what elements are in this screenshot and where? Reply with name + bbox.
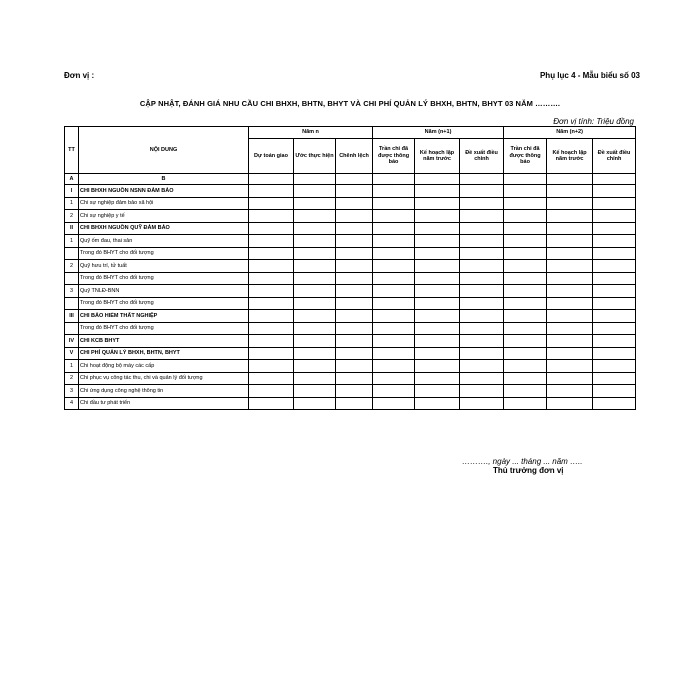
- row-content: CHI KCB BHYT: [79, 335, 249, 348]
- table-row: [65, 310, 636, 323]
- subheader-de-xuat: Đề xuất điều chỉnh: [460, 139, 504, 174]
- value-cell[interactable]: [593, 322, 636, 335]
- row-content: Quỹ hưu trí, tử tuất: [79, 260, 249, 273]
- value-cell[interactable]: [460, 210, 504, 223]
- table-row: [65, 347, 636, 360]
- value-cell[interactable]: [249, 197, 294, 210]
- subheader-tran-chi: Trần chi đã được thông báo: [373, 139, 415, 174]
- value-cell[interactable]: [547, 197, 593, 210]
- subheader-ke-hoach: Kế hoạch lập năm trước: [415, 139, 460, 174]
- value-cell[interactable]: [460, 285, 504, 298]
- value-cell[interactable]: [547, 260, 593, 273]
- value-cell[interactable]: [373, 347, 415, 360]
- value-cell[interactable]: [373, 297, 415, 310]
- value-cell[interactable]: [547, 385, 593, 398]
- value-cell[interactable]: [593, 247, 636, 260]
- value-cell[interactable]: [547, 235, 593, 248]
- value-cell[interactable]: [336, 210, 373, 223]
- row-content: Trong đó BHYT cho đối tượng: [79, 297, 249, 310]
- value-cell[interactable]: [249, 322, 294, 335]
- row-number: 2: [65, 210, 79, 223]
- ab-cell-b: B: [79, 174, 249, 185]
- row-number: 2: [65, 260, 79, 273]
- value-cell[interactable]: [415, 185, 460, 198]
- value-cell[interactable]: [547, 247, 593, 260]
- group-header-year-n1: Năm (n+1): [373, 127, 504, 139]
- value-cell[interactable]: [504, 185, 547, 198]
- row-content: Chi sự nghiệp y tế: [79, 210, 249, 223]
- row-content: CHI BHXH NGUỒN NSNN ĐẢM BẢO: [79, 185, 249, 198]
- value-cell[interactable]: [504, 297, 547, 310]
- row-number: 1: [65, 235, 79, 248]
- value-cell[interactable]: [373, 385, 415, 398]
- row-number: 4: [65, 397, 79, 410]
- value-cell[interactable]: [593, 372, 636, 385]
- value-cell[interactable]: [504, 210, 547, 223]
- value-cell[interactable]: [294, 247, 336, 260]
- value-cell[interactable]: [415, 260, 460, 273]
- value-cell[interactable]: [336, 285, 373, 298]
- value-cell[interactable]: [415, 310, 460, 323]
- value-cell[interactable]: [373, 197, 415, 210]
- value-cell[interactable]: [336, 297, 373, 310]
- group-header-year-n2: Năm (n+2): [504, 127, 636, 139]
- value-cell: [504, 174, 547, 185]
- value-cell[interactable]: [336, 235, 373, 248]
- value-cell[interactable]: [547, 335, 593, 348]
- row-content: Trong đó BHYT cho đối tượng: [79, 322, 249, 335]
- value-cell[interactable]: [593, 360, 636, 373]
- unit-note: Đơn vị tính: Triệu đồng: [553, 117, 634, 126]
- value-cell[interactable]: [336, 347, 373, 360]
- subheader-tran-chi: Trần chi đã được thông báo: [504, 139, 547, 174]
- table-row: [65, 372, 636, 385]
- row-number: III: [65, 310, 79, 323]
- value-cell[interactable]: [415, 247, 460, 260]
- value-cell[interactable]: [460, 197, 504, 210]
- value-cell[interactable]: [373, 322, 415, 335]
- value-cell[interactable]: [415, 335, 460, 348]
- value-cell[interactable]: [460, 360, 504, 373]
- row-content: Trong đó BHYT cho đối tượng: [79, 247, 249, 260]
- value-cell[interactable]: [504, 272, 547, 285]
- value-cell[interactable]: [294, 197, 336, 210]
- value-cell[interactable]: [547, 322, 593, 335]
- subheader-de-xuat: Đề xuất điều chỉnh: [593, 139, 636, 174]
- value-cell[interactable]: [294, 285, 336, 298]
- value-cell[interactable]: [593, 285, 636, 298]
- value-cell[interactable]: [373, 260, 415, 273]
- table-row: [65, 260, 636, 273]
- row-content: Chi sự nghiệp đảm bảo xã hội: [79, 197, 249, 210]
- table-row: [65, 385, 636, 398]
- unit-label: Đơn vị :: [64, 71, 95, 80]
- row-content: Chi ứng dụng công nghệ thông tin: [79, 385, 249, 398]
- value-cell[interactable]: [294, 397, 336, 410]
- value-cell[interactable]: [460, 235, 504, 248]
- value-cell[interactable]: [249, 372, 294, 385]
- value-cell[interactable]: [415, 285, 460, 298]
- row-content: Chi hoạt động bộ máy các cấp: [79, 360, 249, 373]
- row-number: I: [65, 185, 79, 198]
- ab-cell-a: A: [65, 174, 79, 185]
- value-cell[interactable]: [593, 385, 636, 398]
- group-header-year-n: Năm n: [249, 127, 373, 139]
- value-cell[interactable]: [460, 347, 504, 360]
- value-cell[interactable]: [504, 197, 547, 210]
- value-cell[interactable]: [504, 260, 547, 273]
- value-cell[interactable]: [336, 197, 373, 210]
- table-row: [65, 335, 636, 348]
- value-cell[interactable]: [373, 235, 415, 248]
- value-cell[interactable]: [547, 310, 593, 323]
- row-number: 1: [65, 197, 79, 210]
- row-number: 1: [65, 360, 79, 373]
- value-cell[interactable]: [504, 347, 547, 360]
- value-cell: [294, 174, 336, 185]
- value-cell[interactable]: [547, 210, 593, 223]
- value-cell[interactable]: [373, 372, 415, 385]
- value-cell[interactable]: [249, 260, 294, 273]
- value-cell[interactable]: [294, 372, 336, 385]
- value-cell[interactable]: [249, 222, 294, 235]
- table-row: [65, 197, 636, 210]
- value-cell[interactable]: [460, 222, 504, 235]
- value-cell[interactable]: [460, 372, 504, 385]
- value-cell[interactable]: [294, 222, 336, 235]
- value-cell[interactable]: [460, 385, 504, 398]
- value-cell[interactable]: [415, 210, 460, 223]
- table-row: [65, 185, 636, 198]
- value-cell[interactable]: [249, 235, 294, 248]
- value-cell[interactable]: [294, 310, 336, 323]
- value-cell[interactable]: [249, 397, 294, 410]
- value-cell: [593, 174, 636, 185]
- value-cell[interactable]: [547, 222, 593, 235]
- value-cell[interactable]: [415, 297, 460, 310]
- value-cell[interactable]: [336, 272, 373, 285]
- value-cell[interactable]: [504, 360, 547, 373]
- value-cell[interactable]: [593, 260, 636, 273]
- value-cell[interactable]: [294, 385, 336, 398]
- table-row: [65, 285, 636, 298]
- value-cell[interactable]: [593, 297, 636, 310]
- value-cell[interactable]: [504, 335, 547, 348]
- value-cell[interactable]: [415, 397, 460, 410]
- value-cell[interactable]: [249, 347, 294, 360]
- row-content: Chi đầu tư phát triển: [79, 397, 249, 410]
- subheader-ke-hoach: Kế hoạch lập năm trước: [547, 139, 593, 174]
- value-cell[interactable]: [336, 185, 373, 198]
- column-header-content: NỘI DUNG: [79, 127, 249, 174]
- value-cell[interactable]: [336, 310, 373, 323]
- value-cell[interactable]: [460, 322, 504, 335]
- row-number: IV: [65, 335, 79, 348]
- value-cell[interactable]: [547, 360, 593, 373]
- value-cell: [547, 174, 593, 185]
- row-number: 3: [65, 285, 79, 298]
- value-cell[interactable]: [373, 185, 415, 198]
- value-cell[interactable]: [593, 197, 636, 210]
- value-cell[interactable]: [373, 210, 415, 223]
- value-cell: [415, 174, 460, 185]
- value-cell[interactable]: [460, 310, 504, 323]
- row-content: CHI BHXH NGUỒN QUỸ ĐẢM BẢO: [79, 222, 249, 235]
- subheader-uoc-thuc-hien: Ước thực hiện: [294, 139, 336, 174]
- value-cell[interactable]: [249, 297, 294, 310]
- row-number: [65, 297, 79, 310]
- value-cell[interactable]: [593, 310, 636, 323]
- value-cell[interactable]: [415, 347, 460, 360]
- value-cell[interactable]: [294, 297, 336, 310]
- value-cell[interactable]: [373, 310, 415, 323]
- value-cell[interactable]: [504, 235, 547, 248]
- value-cell[interactable]: [593, 210, 636, 223]
- value-cell[interactable]: [504, 372, 547, 385]
- row-content: Chi phục vụ công tác thu, chi và quản lý đối tượng: [79, 372, 249, 385]
- table-row: [65, 235, 636, 248]
- value-cell[interactable]: [504, 322, 547, 335]
- table-row: [65, 360, 636, 373]
- row-number: V: [65, 347, 79, 360]
- value-cell[interactable]: [294, 235, 336, 248]
- value-cell[interactable]: [547, 397, 593, 410]
- value-cell[interactable]: [249, 210, 294, 223]
- value-cell[interactable]: [415, 197, 460, 210]
- row-number: 2: [65, 372, 79, 385]
- value-cell[interactable]: [460, 247, 504, 260]
- value-cell[interactable]: [336, 385, 373, 398]
- row-content: Quỹ TNLĐ-BNN: [79, 285, 249, 298]
- value-cell: [373, 174, 415, 185]
- value-cell[interactable]: [415, 222, 460, 235]
- value-cell[interactable]: [336, 260, 373, 273]
- value-cell[interactable]: [249, 385, 294, 398]
- value-cell[interactable]: [415, 360, 460, 373]
- value-cell[interactable]: [249, 247, 294, 260]
- value-cell[interactable]: [373, 397, 415, 410]
- signature-date-line: ………., ngày ... tháng ... năm …..: [462, 457, 583, 466]
- table-row: [65, 222, 636, 235]
- value-cell[interactable]: [336, 397, 373, 410]
- value-cell: [460, 174, 504, 185]
- row-number: [65, 247, 79, 260]
- value-cell[interactable]: [547, 372, 593, 385]
- value-cell[interactable]: [415, 272, 460, 285]
- value-cell[interactable]: [249, 360, 294, 373]
- table-row: [65, 397, 636, 410]
- value-cell[interactable]: [294, 272, 336, 285]
- value-cell[interactable]: [415, 235, 460, 248]
- table-body: [65, 174, 636, 410]
- value-cell[interactable]: [415, 372, 460, 385]
- value-cell: [249, 174, 294, 185]
- table-row: [65, 247, 636, 260]
- value-cell[interactable]: [373, 272, 415, 285]
- value-cell: [336, 174, 373, 185]
- value-cell[interactable]: [249, 185, 294, 198]
- value-cell[interactable]: [593, 335, 636, 348]
- value-cell[interactable]: [460, 260, 504, 273]
- row-content: Quỹ ốm đau, thai sản: [79, 235, 249, 248]
- row-content: CHI BẢO HIỂM THẤT NGHIỆP: [79, 310, 249, 323]
- value-cell[interactable]: [373, 247, 415, 260]
- value-cell[interactable]: [415, 385, 460, 398]
- value-cell[interactable]: [504, 285, 547, 298]
- signature-title: Thủ trưởng đơn vị: [493, 466, 564, 475]
- row-number: [65, 322, 79, 335]
- value-cell[interactable]: [294, 335, 336, 348]
- subheader-chenh-lech: Chênh lệch: [336, 139, 373, 174]
- value-cell[interactable]: [547, 272, 593, 285]
- document-title: CẬP NHẬT, ĐÁNH GIÁ NHU CẦU CHI BHXH, BHTN, BHYT VÀ CHI PHÍ QUẢN LÝ BHXH, BHTN, BHYT 03 NĂM ……….: [139, 99, 561, 108]
- value-cell[interactable]: [249, 285, 294, 298]
- value-cell[interactable]: [294, 322, 336, 335]
- value-cell[interactable]: [593, 397, 636, 410]
- value-cell[interactable]: [504, 385, 547, 398]
- row-number: II: [65, 222, 79, 235]
- header-row-groups: [65, 127, 636, 139]
- value-cell[interactable]: [460, 272, 504, 285]
- value-cell[interactable]: [373, 222, 415, 235]
- value-cell[interactable]: [593, 185, 636, 198]
- subheader-du-toan-giao: Dự toán giao: [249, 139, 294, 174]
- value-cell[interactable]: [294, 260, 336, 273]
- value-cell[interactable]: [547, 185, 593, 198]
- table-row: [65, 210, 636, 223]
- value-cell[interactable]: [336, 322, 373, 335]
- row-number: 3: [65, 385, 79, 398]
- value-cell[interactable]: [373, 360, 415, 373]
- value-cell[interactable]: [547, 285, 593, 298]
- value-cell[interactable]: [336, 247, 373, 260]
- value-cell[interactable]: [593, 235, 636, 248]
- value-cell[interactable]: [593, 347, 636, 360]
- value-cell[interactable]: [460, 335, 504, 348]
- value-cell[interactable]: [593, 222, 636, 235]
- value-cell[interactable]: [373, 335, 415, 348]
- value-cell[interactable]: [415, 322, 460, 335]
- row-content: CHI PHÍ QUẢN LÝ BHXH, BHTN, BHYT: [79, 347, 249, 360]
- value-cell[interactable]: [547, 347, 593, 360]
- value-cell[interactable]: [294, 185, 336, 198]
- table-row: [65, 272, 636, 285]
- value-cell[interactable]: [373, 285, 415, 298]
- value-cell[interactable]: [249, 335, 294, 348]
- appendix-label: Phụ lục 4 - Mẫu biểu số 03: [539, 71, 640, 80]
- value-cell[interactable]: [294, 347, 336, 360]
- value-cell[interactable]: [593, 272, 636, 285]
- value-cell[interactable]: [336, 372, 373, 385]
- table-row: [65, 297, 636, 310]
- row-number: [65, 272, 79, 285]
- report-table: [64, 126, 636, 410]
- ab-row: [65, 174, 636, 185]
- value-cell[interactable]: [460, 185, 504, 198]
- value-cell[interactable]: [460, 397, 504, 410]
- row-content: Trong đó BHYT cho đối tượng: [79, 272, 249, 285]
- value-cell[interactable]: [504, 397, 547, 410]
- value-cell[interactable]: [294, 210, 336, 223]
- value-cell[interactable]: [547, 297, 593, 310]
- value-cell[interactable]: [504, 222, 547, 235]
- value-cell[interactable]: [336, 222, 373, 235]
- column-header-tt: TT: [65, 127, 79, 174]
- value-cell[interactable]: [249, 272, 294, 285]
- value-cell[interactable]: [294, 360, 336, 373]
- value-cell[interactable]: [460, 297, 504, 310]
- value-cell[interactable]: [504, 247, 547, 260]
- table-row: [65, 322, 636, 335]
- value-cell[interactable]: [504, 310, 547, 323]
- value-cell[interactable]: [249, 310, 294, 323]
- value-cell[interactable]: [336, 360, 373, 373]
- value-cell[interactable]: [336, 335, 373, 348]
